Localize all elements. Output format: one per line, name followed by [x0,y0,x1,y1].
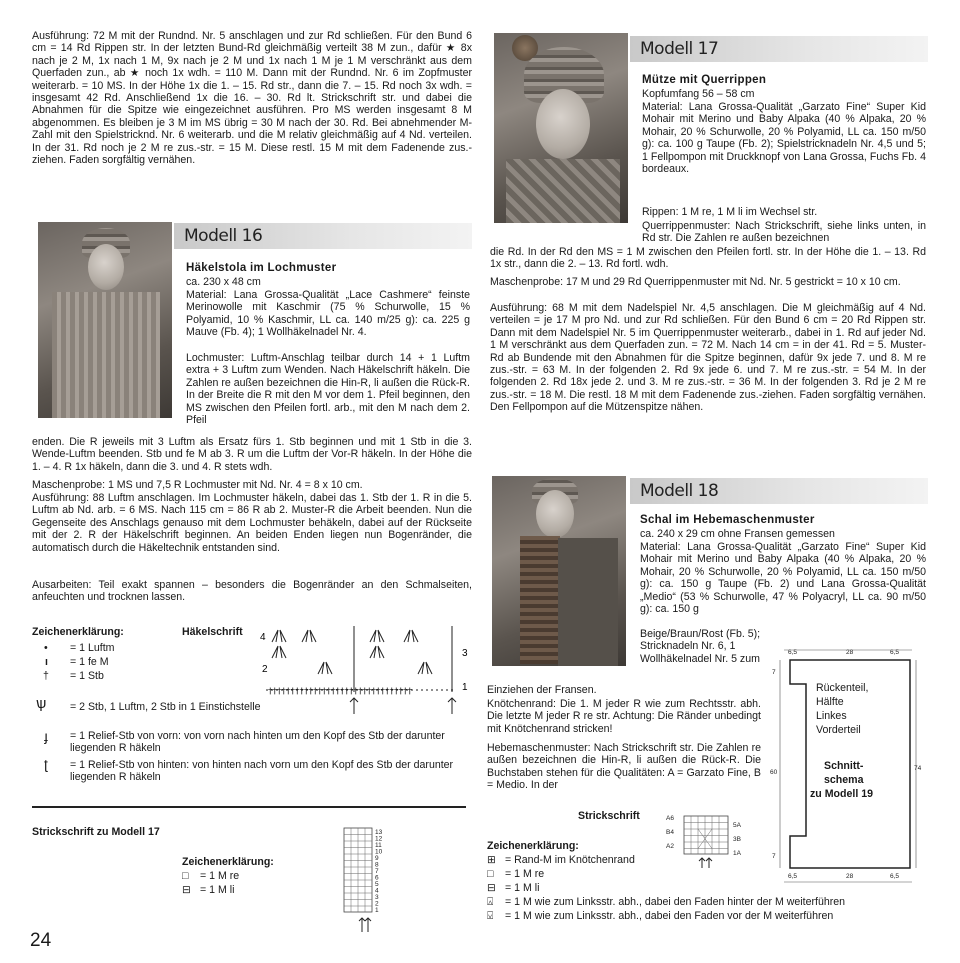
schema-label: Linkes [816,710,847,722]
model-17-photo [494,33,628,223]
svg-text:12: 12 [375,835,383,843]
svg-text:5: 5 [375,881,379,888]
svg-text:3B: 3B [733,836,741,843]
model-17-title: Mütze mit Querrippen [642,74,767,86]
svg-text:28: 28 [846,873,854,880]
crochet-chart [258,622,472,722]
svg-text:7: 7 [772,853,776,860]
svg-text:13: 13 [375,829,383,836]
purl-icon: ⊟ [487,882,496,894]
knit-icon: □ [487,868,494,880]
svg-text:B4: B4 [666,829,674,836]
legend-item: = 1 Luftm [70,642,115,654]
model-18-knoetchenrand: Knötchenrand: Die 1. M jeder R wie zum Rechtsstr. abh. Die letzte M jeder R re str. Achtung: Die Ränder unbedingt mit Knötchenrand stricken! [487,698,761,735]
model-16-lochmuster-cont: enden. Die R jeweils mit 3 Luftm als Ersatz fürs 1. Stb beginnen und mit 1 Stb in die 3. Wende-Luftm beenden. Stb und fe M ab 3. R um die Luftm der Vor-R häkeln. In der Höhe die 1. – 4. R 1x häkeln, dann die 3. und 4. R stets wdh. [32,436,472,473]
model-18-title: Schal im Hebemaschenmuster [640,514,815,526]
schema-label: Rückenteil, [816,682,869,694]
svg-text:A6: A6 [666,815,674,822]
model-16-photo [38,222,172,418]
legend-item: = 1 Stb [70,670,104,682]
svg-text:6: 6 [375,874,379,882]
model-18-material: Material: Lana Grossa-Qualität „Garzato Fine“ Super Kid Mohair mit Merino und Baby Alpaka (40 % Alpaka, 20 % Mohair, 20 % Schurwolle, 20 % Polyamid, LL ca. 150 m/50 g): ca. 150 g Taupe (Fb. 2) und Lana Grossa-Qualität „Medio“ (53 % Schurwolle, 47 % Polyacryl, LL ca. 90 m/50 g): ca. 150 g [640,541,926,616]
model-17-size: Kopfumfang 56 – 58 cm [642,88,755,100]
legend-single-crochet-icon: ı [45,656,48,668]
model-16-legend-title: Zeichenerklärung: [32,626,124,638]
legend-item: = 1 M li [200,884,235,896]
svg-text:74: 74 [914,765,922,772]
model-16-material: Material: Lana Grossa-Qualität „Lace Cashmere“ feinste Merinowolle mit Kaschmir (75 % Schurwolle, 15 % Polyamid, 10 % Kaschmir, LL ca. 140 m/25 g): ca. 225 g Mauve (Fb. 4); 1 Wollhäkelnadel Nr. 4. [186,289,470,339]
model-16-lochmuster: Lochmuster: Luftm-Anschlag teilbar durch 14 + 1 Luftm extra + 3 Luftm zum Wenden. Nach Häkelschrift häkeln. Die Zahlen re außen bezeichnen die Hin-R, li außen die Rück-R. In der Breite die R mit den M vor dem 1. Pfeil beginnen, den MS zwischen den Pfeilen fortl. arb., mit den M nach dem 2. Pfeil [186,352,470,427]
legend-double-crochet-icon: † [43,670,49,682]
model-17-chart-title: Strickschrift zu Modell 17 [32,826,160,838]
legend-item: = 1 M wie zum Linksstr. abh., dabei den Faden vor der M weiterführen [505,910,834,922]
legend-back-post-icon: ʈ [44,756,48,772]
model-18-banner: Modell 18 [630,478,928,504]
legend-item: = 1 fe M [70,656,109,668]
svg-text:8: 8 [375,861,379,869]
svg-text:7: 7 [375,868,379,875]
svg-text:7: 7 [772,669,776,676]
model-18-size: ca. 240 x 29 cm ohne Fransen gemessen [640,528,835,540]
chart-row-label: 1 [462,682,468,693]
svg-text:6,5: 6,5 [890,649,900,656]
svg-text:1: 1 [375,907,379,914]
model-17-rippen: Rippen: 1 M re, 1 M li im Wechsel str. [642,206,818,218]
section-divider [32,806,466,808]
model-18-material-side: Beige/Braun/Rost (Fb. 5); Stricknadeln Nr. 6, 1 Wollhäkelnadel Nr. 5 zum [640,628,761,665]
model-16-size: ca. 230 x 48 cm [186,276,261,288]
svg-text:6,5: 6,5 [788,873,798,880]
schema-title: zu Modell 19 [810,788,873,800]
legend-chain-icon: • [44,642,48,654]
model-18-legend-title: Zeichenerklärung: [487,840,579,852]
model-18-cont: Einziehen der Fransen. [487,684,597,696]
svg-text:60: 60 [770,769,778,776]
model-17-material: Material: Lana Grossa-Qualität „Garzato Fine“ Super Kid Mohair mit Merino und Baby Alpaka (40 % Alpaka, 20 % Mohair, 20 % Schurwolle, 20 % Polyamid, LL ca. 150 m/50 g): ca. 100 g Taupe (Fb. 2); Spielstricknadeln Nr. 4,5 und 5; 1 Fellpompon mit Druckknopf von Lana Grossa, Fuchs Fb. 4 bordeaux. [642,101,926,176]
schema-title: schema [824,774,864,786]
svg-text:3: 3 [375,894,379,901]
chart-row-label: 3 [462,648,468,659]
legend-item: = 2 Stb, 1 Luftm, 2 Stb in 1 Einstichstelle [70,701,261,713]
slip-yarn-front-icon: ⍌ [487,910,494,922]
svg-text:A2: A2 [666,843,674,850]
knit-icon: □ [182,870,189,882]
model-16-maschenprobe: Maschenprobe: 1 MS und 7,5 R Lochmuster mit Nd. Nr. 4 = 8 x 10 cm. [32,479,363,491]
svg-text:9: 9 [375,855,379,862]
model-16-banner: Modell 16 [174,223,472,249]
legend-item: = Rand-M im Knötchenrand [505,854,635,866]
knit-chart-18 [666,812,756,870]
model-16-title: Häkelstola im Lochmuster [186,262,337,274]
legend-front-post-icon: ɟ [44,728,48,744]
legend-item: = 1 M re [505,868,545,880]
schema-label: Vorderteil [816,724,861,736]
legend-shell-icon: ѱ [36,695,47,712]
svg-text:5A: 5A [733,822,741,829]
svg-text:1A: 1A [733,850,741,857]
model-18-hebemaschen: Hebemaschenmuster: Nach Strickschrift str. Die Zahlen re außen bezeichnen die Hin-R, li außen die Rück-R. Die Buchstaben stehen für die Qualitäten: A = Garzato Fine, B = Medio. In der [487,742,761,792]
left-intro-text: Ausführung: 72 M mit der Rundnd. Nr. 5 anschlagen und zur Rd schließen. Für den Bund 6 cm = 14 Rd Rippen str. In der letzten Bund-Rd gleichmäßig verteilt 38 M zun., dafür ★ 8x nach je 2 M, 1x nach 1 M, 9x nach je 2 M und 1x nach 1 M je 1 M verschränkt aus dem Querfaden zun., ab ★ noch 1x wdh. = 110 M. Dann mit der Rundnd. Nr. 6 im Zopfmuster weiterarb. = 10 MS. In der Höhe 1x die 1. – 15. Rd str., dann die 7. – 15. Rd noch 3x wdh. = insgesamt 42 Rd. Anschließend 1x die 16. – 30. Rd lt. Strickschrift str. und dabei die Abnahmen für die Spitze wie eingezeichnet ausführen. Pro MS werden insgesamt 8 M abgenommen. Es bleiben je 3 M im MS übrig = 30 M nach der 30. Rd. Bei abnehmender M-Zahl mit den Spielstricknd. Nr. 6 weiterarb. und die M relativ gleichmäßig auf 4 Nd. verteilen. In der 31. Rd noch je 2 M re zus.-str. = 15 M. Diese restl. 15 M mit dem Fadenende zus.-ziehen. Faden sorgfältig vernähen. [32,30,472,167]
model-17-querrippen: Querrippenmuster: Nach Strickschrift, siehe links unten, in Rd str. Die Zahlen re außen bezeichnen [642,220,926,245]
legend-item: = 1 Relief-Stb von vorn: von vorn nach hinten um den Kopf des Stb der darunter liegenden R häkeln [70,730,445,755]
edge-stitch-icon: ⊞ [487,854,496,866]
legend-item: = 1 M re [200,870,240,882]
model-16-ausfuehrung: Ausführung: 88 Luftm anschlagen. Im Lochmuster häkeln, dabei das 1. Stb der 1. R in die 5. Luftm ab Nd. arb. = 6 MS. Nach 115 cm = 86 R ab 2. Muster-R die Arbeit beenden. Nun die Gegenseite des Anschlags genauso mit dem Lochmuster behäkeln, dabei auf der Rückseite mit der 2. R der Häkelschrift beginnen. An beiden Enden liegen nun Bogenränder, die automatisch durch die Häkeltechnik entstanden sind. [32,492,472,554]
chart-row-label: 2 [262,664,268,675]
svg-text:4: 4 [375,887,379,895]
schema-label: Hälfte [816,696,844,708]
svg-text:28: 28 [846,649,854,656]
model-18-photo [492,476,626,666]
knit-chart-17 [342,826,392,936]
legend-item: = 1 M wie zum Linksstr. abh., dabei den Faden hinter der M weiterführen [505,896,846,908]
model-16-chart-title: Häkelschrift [182,626,243,638]
svg-text:2: 2 [375,900,379,908]
svg-text:6,5: 6,5 [788,649,798,656]
model-17-ausfuehrung: Ausführung: 68 M mit dem Nadelspiel Nr. 4,5 anschlagen. Die M gleichmäßig auf 4 Nd. verteilen = je 17 M pro Nd. und zur Rd schließen. Für den Bund 6 cm = 20 Rd Rippen str. Dann mit dem Nadelspiel Nr. 5 im Querrippenmuster weiterarb., dabei in 1. Rd auf jeder Nd. 1 M verschränkt aus dem Querfaden zun. = 72 M. Nach 14 cm = in der 41. Rd = 5. Muster-Rd ab Bundende mit den Abnahmen für die Spitze beginnen, dafür 9x jede 7. und 8. M re zus.-str. = 63 M. In der folgenden 2. Rd 9x jede 6. und 7. M re zus.-str. = 54 M. In der folgenden 2. Rd 18x jede 2. und 3. M re zus.-str. = 36 M. In der folgenden 3. Rd je 2 M re zus.-str. = 18 M. Die restl. 18 M mit dem Fadenende zus.-ziehen. Faden sorgfältig vernähen. Den Fellpompon auf die Mützenspitze nähen. [490,302,926,414]
purl-icon: ⊟ [182,884,191,896]
slip-yarn-back-icon: ⍓ [487,896,494,908]
model-17-legend-title: Zeichenerklärung: [182,856,274,868]
page-number: 24 [30,930,52,951]
model-17-querrippen-cont: die Rd. In der Rd den MS = 1 M zwischen den Pfeilen fortl. str. In der Höhe die 1. – 13. Rd 1x str., dann die 2. – 13. Rd fortl. wdh. [490,246,926,271]
schema-title: Schnitt- [824,760,864,772]
model-17-banner: Modell 17 [630,36,928,62]
legend-item: = 1 Relief-Stb von hinten: von hinten nach vorn um den Kopf des Stb der darunter liegenden R häkeln [70,759,454,784]
svg-text:10: 10 [375,848,383,856]
model-16-ausarbeiten: Ausarbeiten: Teil exakt spannen – besonders die Bogenränder an den Schmalseiten, anfeuchten und trocknen lassen. [32,579,472,604]
model-18-chart-title: Strickschrift [578,810,640,822]
legend-item: = 1 M li [505,882,540,894]
model-17-maschenprobe: Maschenprobe: 17 M und 29 Rd Querrippenmuster mit Nd. Nr. 5 gestrickt = 10 x 10 cm. [490,276,901,288]
svg-text:6,5: 6,5 [890,873,900,880]
chart-row-label: 4 [260,632,266,643]
svg-text:11: 11 [375,842,382,849]
svg-text:††††††††††††††††††††††††††††††: †††††††††††††††††††††††††††††††† [268,687,412,697]
